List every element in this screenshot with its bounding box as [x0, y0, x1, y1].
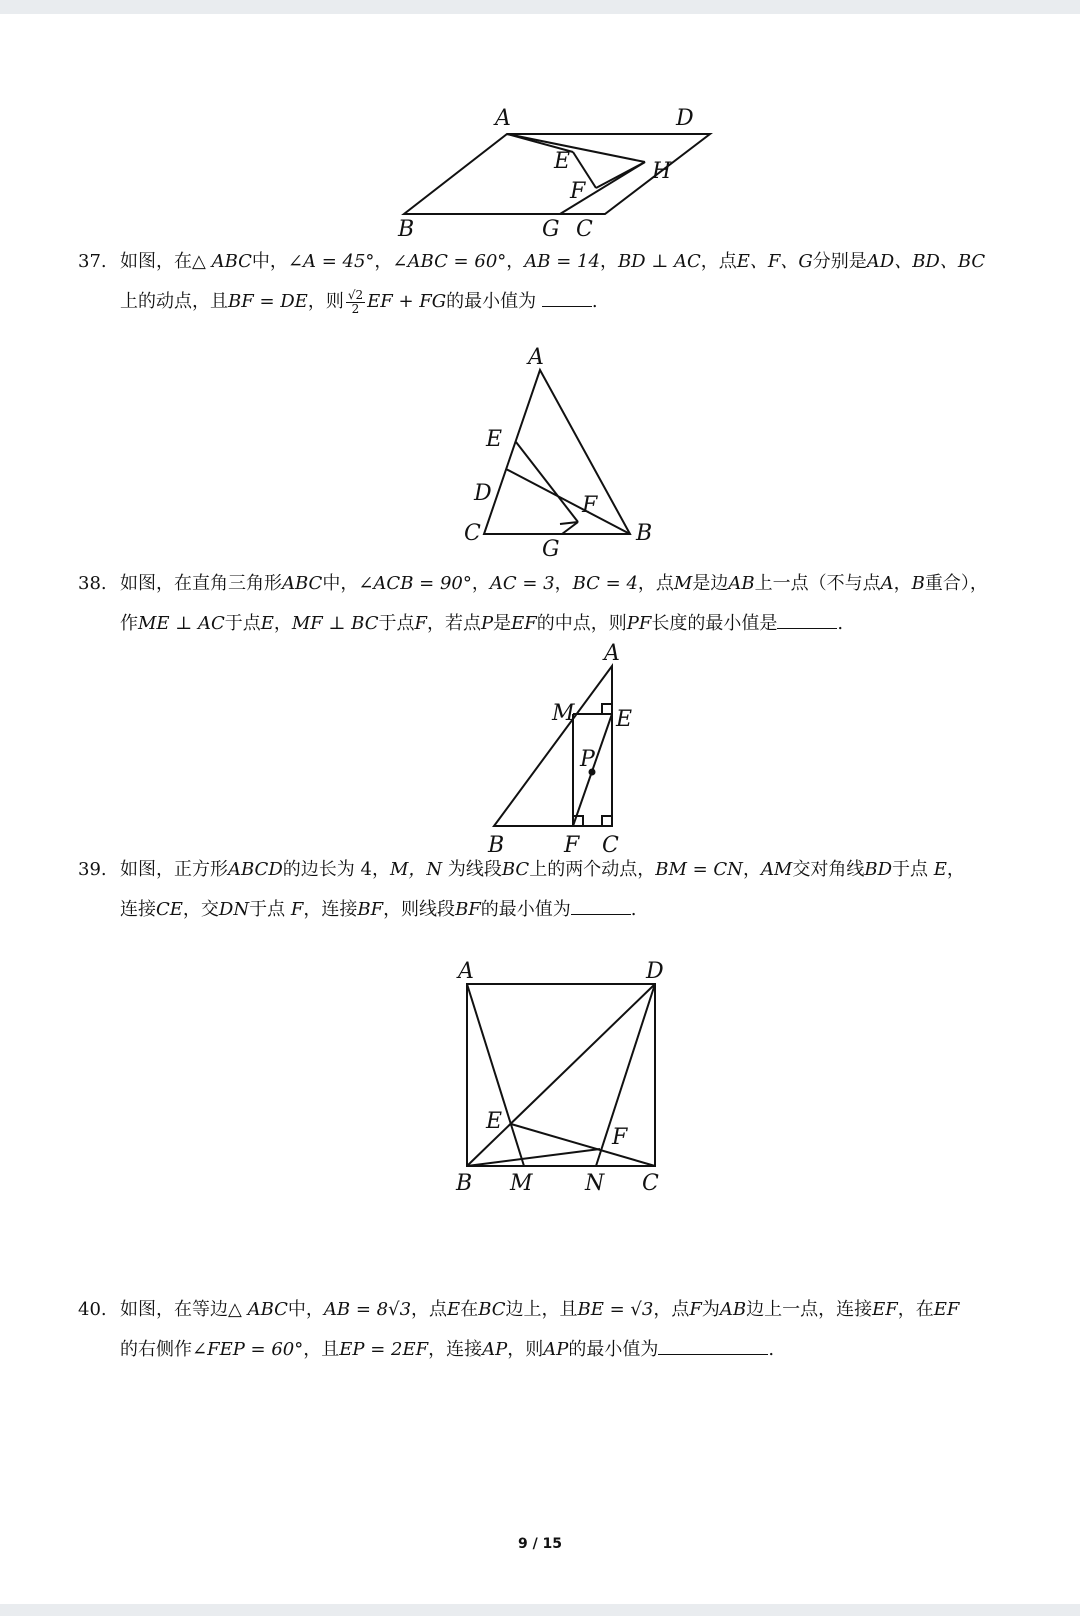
label-B: B [398, 217, 415, 242]
figure-q36 [390, 102, 730, 252]
label-P: P [580, 747, 595, 772]
label-F: F [582, 493, 598, 518]
label-N: N [585, 1171, 605, 1196]
label-G: G [542, 537, 560, 562]
fraction: $\frac{√2}{2}$ [347, 287, 364, 316]
answer-blank [658, 1353, 768, 1355]
question-37-line-1: 37. 如图，在△ ABC中，∠A = 45°，∠ABC = 60°，AB = 14，BD ⊥ AC，点E、F、G分别是AD、BD、BC [78, 242, 1028, 282]
question-40-line-1: 40. 如图，在等边△ ABC中，AB = 8√3，点E在BC边上，且BE = √3，点F为AB边上一点，连接EF，在EF [78, 1290, 1028, 1330]
label-M: M [510, 1171, 533, 1196]
answer-blank [571, 913, 631, 915]
figure-q38 [470, 641, 640, 864]
question-38-line-1: 38. 如图，在直角三角形ABC中，∠ACB = 90°，AC = 3，BC = 4，点M是边AB上一点（不与点A，B重合）， [78, 564, 1028, 604]
label-E: E [486, 427, 503, 452]
page-number: 9 / 15 [517, 1536, 563, 1552]
question-number: 39. [78, 859, 107, 880]
question-number: 37. [78, 251, 107, 272]
label-E: E [486, 1109, 503, 1134]
label-B: B [488, 833, 505, 858]
question-39-line-2: 连接CE，交DN于点 F，连接BF，则线段BF的最小值为 . [120, 899, 637, 920]
label-C: C [602, 833, 619, 858]
label-H: H [652, 159, 672, 184]
figure-q37 [464, 345, 653, 568]
label-G: G [542, 217, 560, 242]
label-F: F [564, 833, 580, 858]
label-C: C [464, 521, 481, 546]
label-F: F [612, 1125, 628, 1150]
label-M: M [552, 701, 575, 726]
label-E: E [616, 707, 633, 732]
figure-q39 [440, 944, 680, 1196]
question-39-line-1: 39. 如图，正方形ABCD的边长为 4，M，N 为线段BC上的两个动点，BM = CN，AM交对角线BD于点 E， [78, 850, 1028, 890]
label-E: E [554, 149, 571, 174]
question-38 [78, 564, 1028, 644]
answer-blank [542, 305, 592, 307]
question-37-line-2: 上的动点，且BF = DE，则 $\frac{√2}{2}$ EF + FG的最小值为 . [120, 287, 598, 316]
question-39 [78, 850, 1028, 930]
label-B: B [456, 1171, 473, 1196]
document-page [0, 14, 1080, 1604]
answer-blank [777, 627, 837, 629]
label-D: D [474, 481, 492, 506]
label-A: A [495, 106, 511, 131]
viewer-bottom-bar [0, 1604, 1080, 1616]
label-D: D [646, 959, 664, 984]
label-F: F [570, 179, 586, 204]
label-C: C [576, 217, 593, 242]
label-A: A [458, 959, 474, 984]
question-37 [78, 242, 1028, 322]
question-38-line-2: 作ME ⊥ AC于点E，MF ⊥ BC于点F，若点P是EF的中点，则PF长度的最小值是 . [120, 613, 844, 634]
question-number: 40. [78, 1299, 107, 1320]
question-40-line-2: 的右侧作∠FEP = 60°，且EP = 2EF，连接AP，则AP的最小值为 . [120, 1339, 775, 1360]
label-A: A [528, 345, 544, 370]
label-D: D [676, 106, 694, 131]
question-number: 38. [78, 573, 107, 594]
question-40 [78, 1290, 1028, 1370]
label-A: A [604, 641, 620, 666]
label-B: B [636, 521, 653, 546]
label-C: C [642, 1171, 659, 1196]
